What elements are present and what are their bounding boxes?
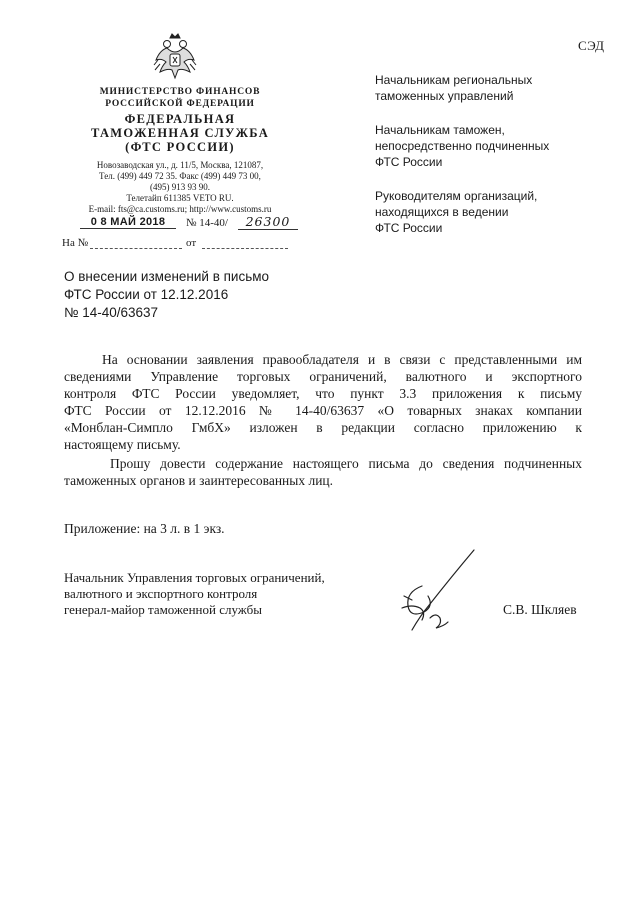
signatory-position	[64, 570, 325, 618]
body-line: Прошу довести содержание настоящего письма до сведения подчиненных	[110, 456, 582, 471]
addressee-organization-heads	[375, 188, 537, 236]
reply-from-label: от	[186, 237, 197, 249]
outgoing-number-prefix: № 14-40/	[186, 217, 228, 229]
reply-number-blank	[90, 248, 182, 249]
ministry-line: РОССИЙСКОЙ ФЕДЕРАЦИИ	[105, 99, 255, 109]
addressee-line: ФТС России	[375, 221, 443, 235]
contact-line: Тел. (499) 449 72 35. Факс (499) 449 73 00,	[99, 171, 261, 181]
contact-line: Телетайп 611385 VETO RU.	[126, 193, 234, 203]
addressee-line: Начальникам региональных	[375, 73, 533, 87]
body-line: таможенных органов и заинтересованных лиц.	[64, 473, 334, 488]
reply-reference-line	[62, 237, 302, 253]
letter-subject	[64, 268, 269, 322]
state-emblem-icon	[152, 32, 198, 87]
outgoing-number-handwritten: 26300	[238, 214, 298, 230]
addressee-line: находящихся в ведении	[375, 205, 509, 219]
contact-line: E-mail: fts@ca.customs.ru; http://www.customs.ru	[88, 204, 272, 214]
signatory-name: С.В. Шкляев	[503, 602, 577, 617]
subject-line: ФТС России от 12.12.2016	[64, 287, 229, 302]
body-line: ФТС России от 12.12.2016 № 14-40/63637 «О товарных знаках компании	[64, 403, 582, 418]
contact-line: Новозаводская ул., д. 11/5, Москва, 121087,	[96, 160, 264, 170]
addressee-line: ФТС России	[375, 155, 443, 169]
ministry-line: МИНИСТЕРСТВО ФИНАНСОВ	[99, 87, 261, 97]
body-line: На основании заявления правообладателя и в связи с представленными им	[102, 352, 582, 367]
body-line: «Монблан-Симпло ГмбХ» изложен в редакции согласно приложению к	[64, 420, 582, 435]
reply-to-label: На №	[62, 237, 89, 249]
body-paragraph-1	[64, 351, 582, 453]
position-line: валютного и экспортного контроля	[64, 586, 258, 601]
addressee-customs-heads	[375, 122, 549, 170]
handwritten-signature	[392, 546, 482, 641]
registration-line	[62, 216, 302, 234]
service-line: ФЕДЕРАЛЬНАЯ	[124, 112, 236, 126]
contact-line: (495) 913 93 90.	[150, 182, 210, 192]
document-marking: СЭД	[578, 38, 605, 53]
body-line: сведениями Управление торговых ограничений, валютного и экспортного	[64, 369, 582, 384]
reply-date-blank	[202, 248, 288, 249]
body-line: настоящему письму.	[64, 437, 181, 452]
service-name	[60, 112, 300, 154]
body-line: контроля ФТС России уведомляет, что пункт 3.3 приложения к письму	[64, 386, 582, 401]
service-line: ТАМОЖЕННАЯ СЛУЖБА	[90, 126, 270, 140]
addressee-regional-departments	[375, 72, 532, 104]
addressee-line: Руководителям организаций,	[375, 189, 538, 203]
addressee-line: таможенных управлений	[375, 89, 514, 103]
contacts-block	[60, 160, 300, 215]
service-line: (ФТС РОССИИ)	[125, 140, 235, 154]
subject-line: О внесении изменений в письмо	[64, 269, 270, 284]
addressee-line: непосредственно подчиненных	[375, 139, 550, 153]
addressee-line: Начальникам таможен,	[375, 123, 505, 137]
ministry-name	[60, 86, 300, 110]
position-line: Начальник Управления торговых ограничений,	[64, 570, 325, 585]
date-stamp: 0 8 МАЙ 2018	[80, 216, 176, 229]
attachment-note: Приложение: на 3 л. в 1 экз.	[64, 521, 225, 536]
position-line: генерал-майор таможенной службы	[64, 602, 262, 617]
body-paragraph-2	[64, 455, 582, 489]
subject-line: № 14-40/63637	[64, 305, 159, 320]
